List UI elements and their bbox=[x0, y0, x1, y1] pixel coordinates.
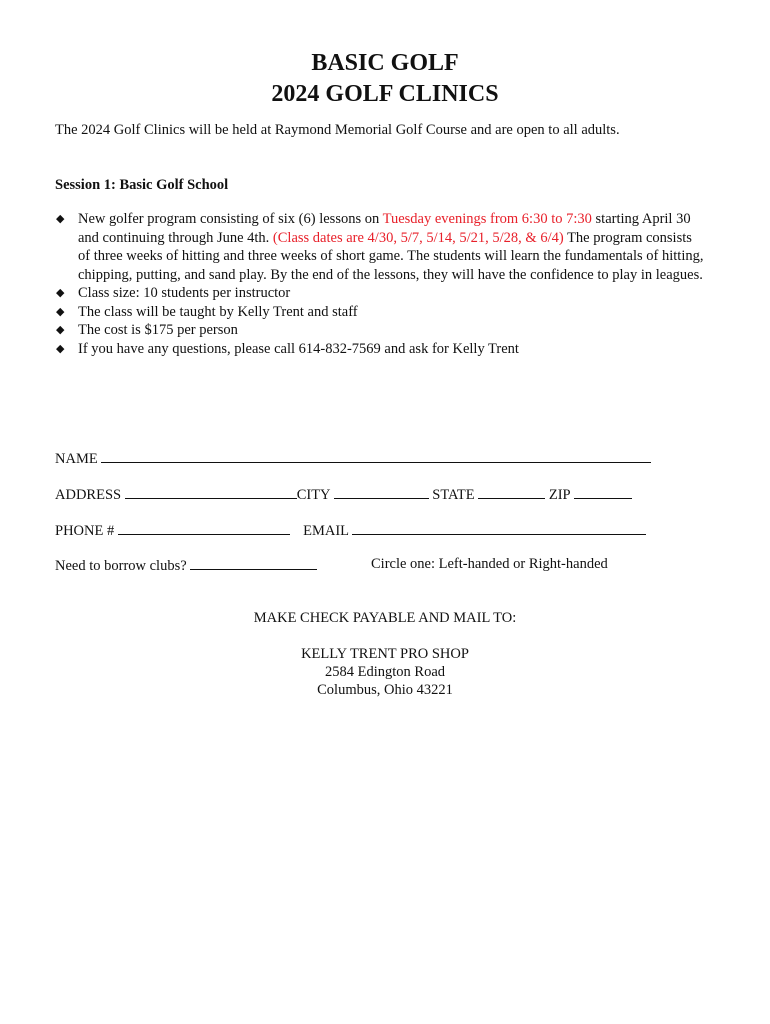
program-text-2: starting April 30 and continuing through June 4th. bbox=[78, 211, 691, 246]
clubs-field[interactable] bbox=[190, 555, 317, 570]
page-title: BASIC GOLF bbox=[311, 50, 459, 76]
address-row bbox=[55, 484, 632, 504]
diamond-bullet-icon: ◆ bbox=[56, 342, 65, 355]
list-item bbox=[55, 321, 705, 340]
session-heading: Session 1: Basic Golf School bbox=[55, 177, 229, 193]
class-size-text: Class size: 10 students per instructor bbox=[78, 285, 291, 301]
email-field[interactable] bbox=[352, 520, 646, 535]
instructor-text: The class will be taught by Kelly Trent and staff bbox=[78, 303, 358, 320]
mail-instruction: MAKE CHECK PAYABLE AND MAIL TO: bbox=[253, 610, 517, 626]
program-dates-highlight: (Class dates are 4/30, 5/7, 5/14, 5/21, 5/28, & 6/4) bbox=[272, 229, 564, 246]
list-item bbox=[55, 303, 705, 322]
diamond-bullet-icon: ◆ bbox=[56, 287, 65, 299]
program-schedule-highlight: Tuesday evenings from 6:30 to 7:30 bbox=[382, 211, 592, 227]
address-field[interactable] bbox=[125, 484, 297, 499]
zip-label: ZIP bbox=[548, 487, 571, 503]
mail-street: 2584 Edington Road bbox=[324, 664, 446, 680]
program-text-3: The program consists of three weeks of hitting and three weeks of short game. The students will learn the fundamentals of hitting, chipping, putting, and sand play. By the end of the lessons, they will have the confidence to play in leagues. bbox=[78, 229, 704, 283]
mail-recipient: KELLY TRENT PRO SHOP bbox=[301, 646, 469, 662]
city-field[interactable] bbox=[334, 484, 429, 499]
mail-city: Columbus, Ohio 43221 bbox=[317, 682, 453, 698]
diamond-bullet-icon: ◆ bbox=[56, 305, 65, 318]
cost-text: The cost is $175 per person bbox=[78, 322, 238, 338]
list-item bbox=[55, 284, 705, 303]
email-label: EMAIL bbox=[303, 523, 349, 539]
city-label: CITY bbox=[296, 487, 330, 503]
zip-field[interactable] bbox=[574, 484, 632, 499]
clubs-row bbox=[55, 555, 317, 575]
phone-field[interactable] bbox=[118, 520, 290, 535]
diamond-bullet-icon: ◆ bbox=[56, 324, 65, 336]
address-label: ADDRESS bbox=[55, 487, 122, 503]
questions-text: If you have any questions, please call 614-832-7569 and ask for Kelly Trent bbox=[78, 340, 519, 357]
name-field[interactable] bbox=[101, 448, 651, 463]
list-item bbox=[55, 340, 705, 359]
intro-text: The 2024 Golf Clinics will be held at Raymond Memorial Golf Course and are open to all adults. bbox=[55, 122, 620, 138]
name-label: NAME bbox=[55, 451, 98, 467]
clubs-label: Need to borrow clubs? bbox=[55, 558, 187, 574]
name-row bbox=[55, 448, 651, 468]
diamond-bullet-icon: ◆ bbox=[56, 213, 65, 225]
session-details-list bbox=[55, 210, 705, 358]
state-field[interactable] bbox=[478, 484, 545, 499]
phone-row bbox=[55, 520, 646, 540]
list-item bbox=[55, 210, 705, 284]
state-label: STATE bbox=[432, 487, 475, 503]
handedness-option[interactable]: Circle one: Left-handed or Right-handed bbox=[371, 556, 608, 572]
program-text-1: New golfer program consisting of six (6) lessons on bbox=[78, 211, 383, 227]
phone-label: PHONE # bbox=[55, 523, 115, 539]
page-subtitle: 2024 GOLF CLINICS bbox=[271, 81, 499, 107]
